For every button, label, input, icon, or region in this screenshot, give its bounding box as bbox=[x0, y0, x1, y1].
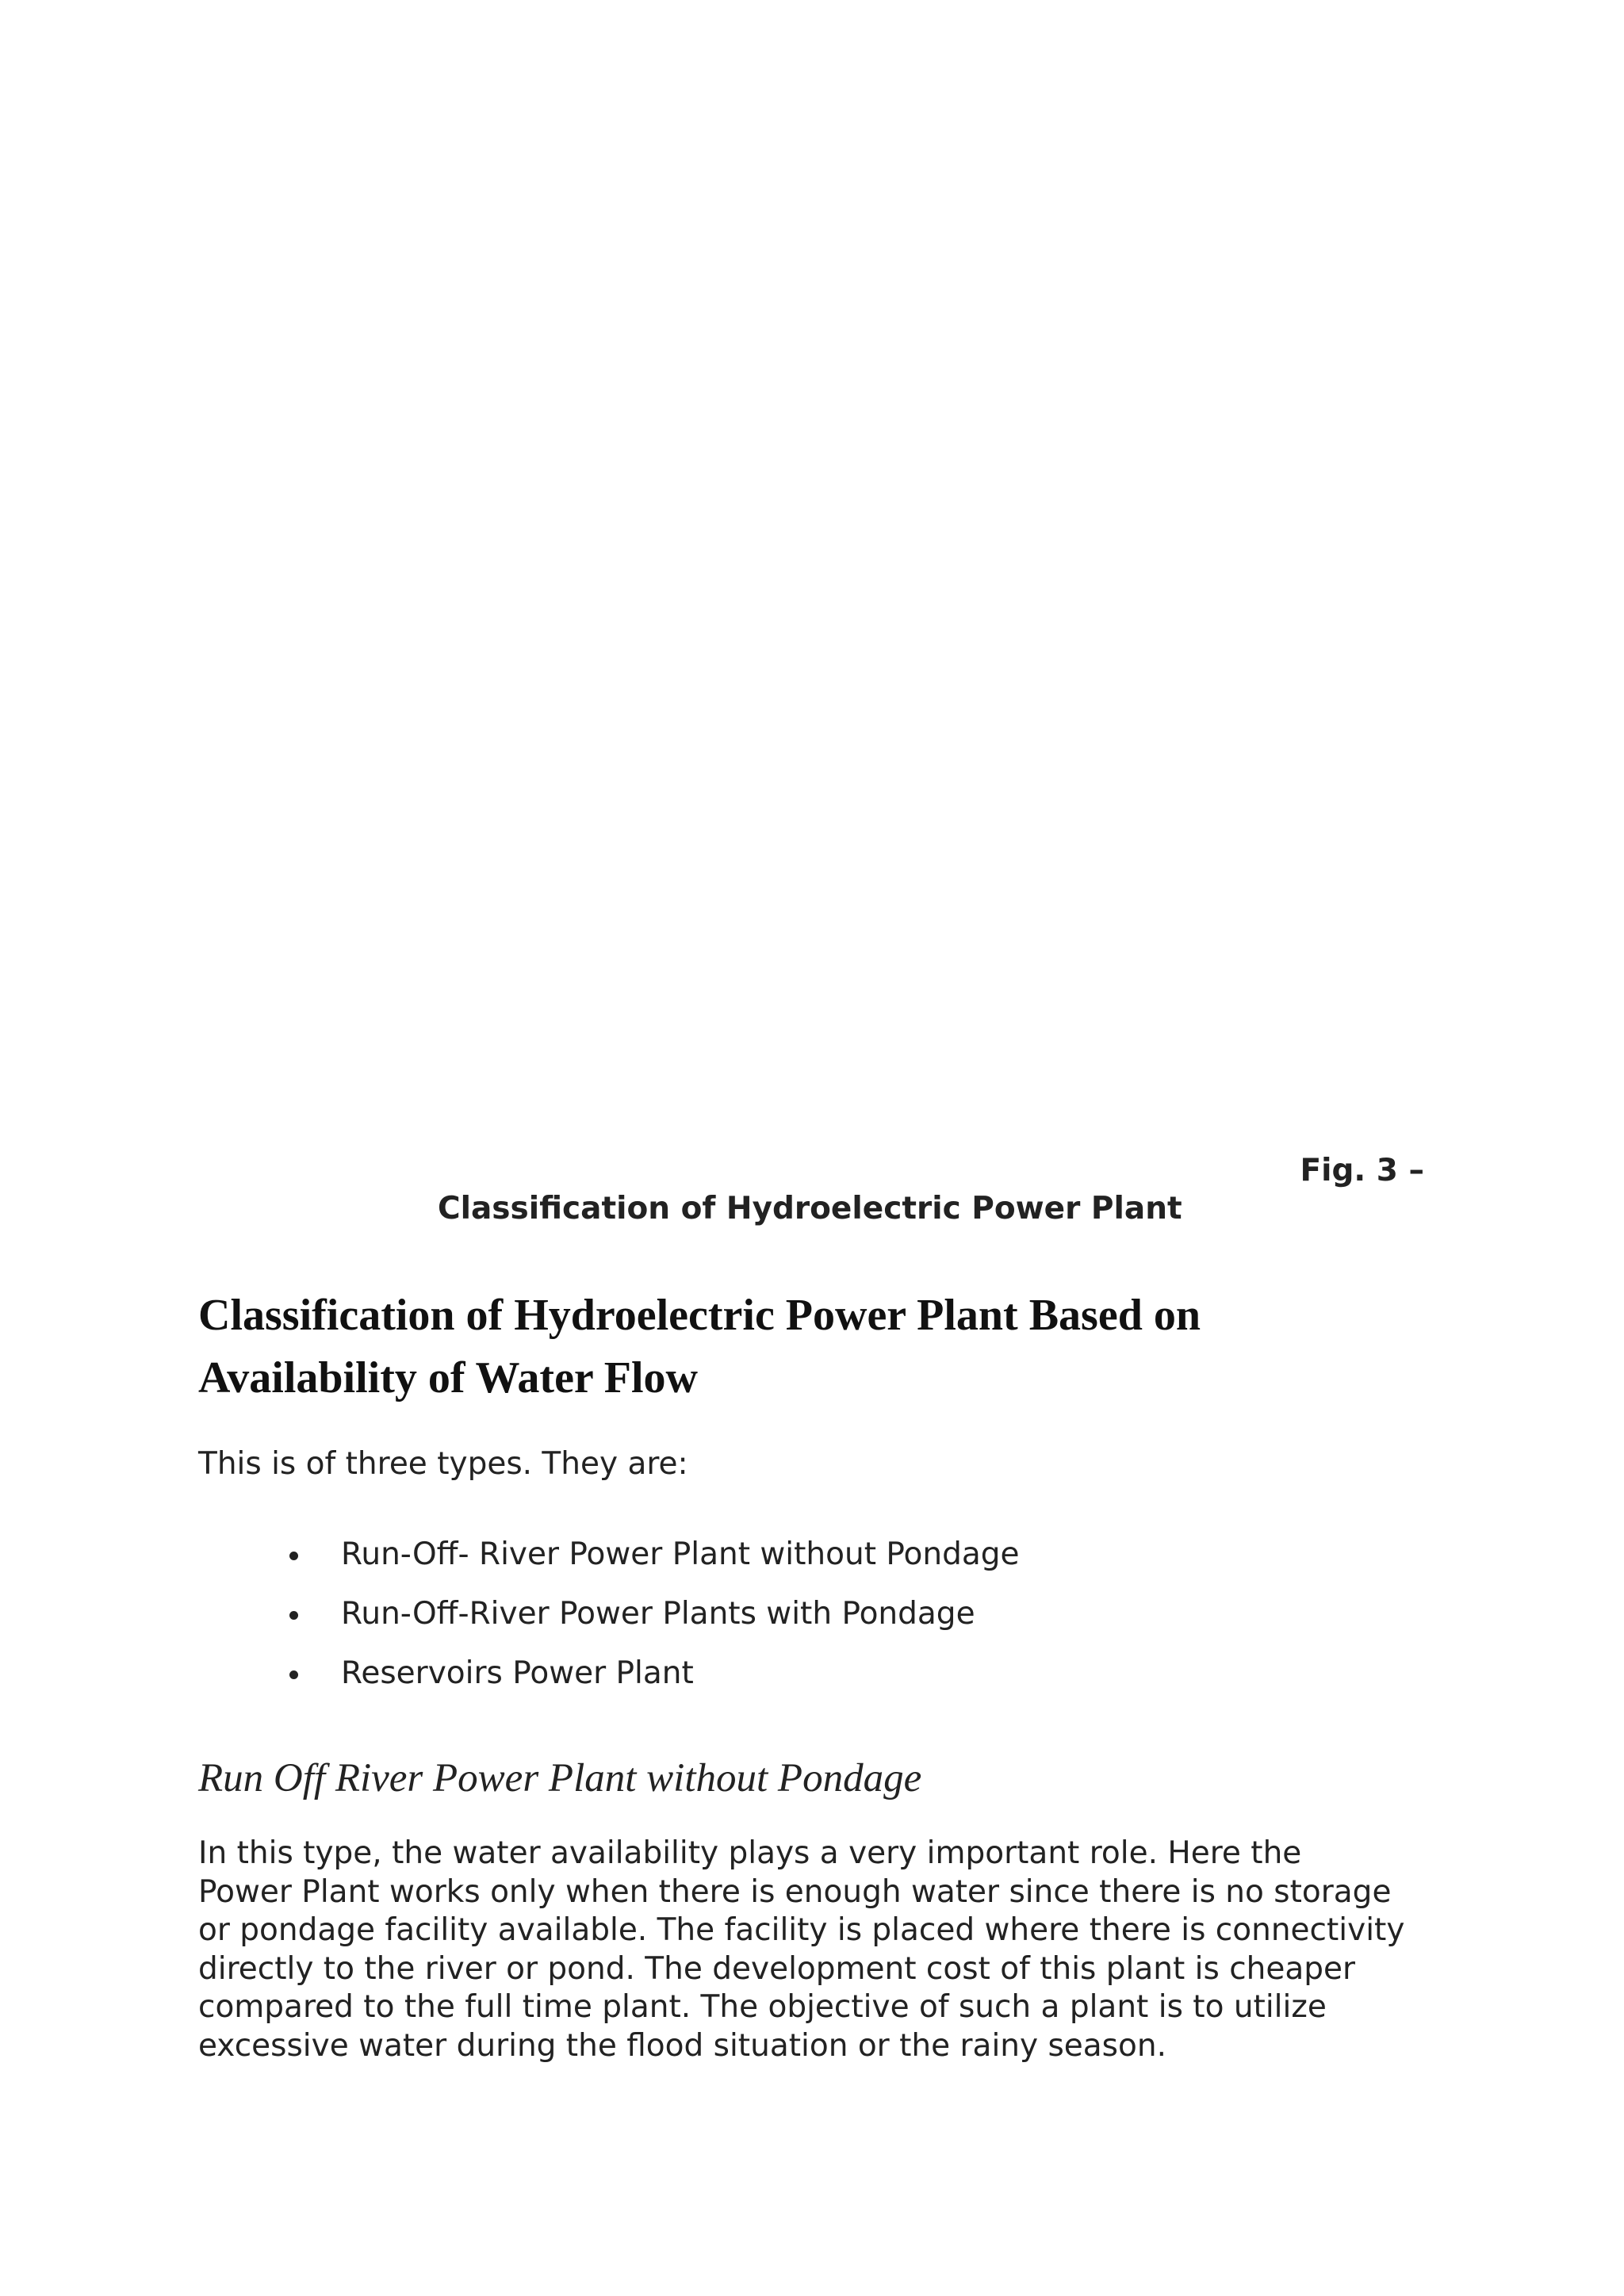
section-heading: Classification of Hydroelectric Power Plant Based on Availability of Water Flow bbox=[198, 1291, 1201, 1402]
bullet-icon bbox=[289, 1552, 298, 1560]
paragraph-line: compared to the full time plant. The objective of such a plant is to utilize bbox=[198, 1989, 1327, 2025]
figure-caption: Classification of Hydroelectric Power Plant bbox=[438, 1191, 1182, 1226]
list-item bbox=[198, 1654, 1020, 1713]
paragraph-line: or pondage facility available. The facility is placed where there is connectivity bbox=[198, 1912, 1405, 1948]
list-item-label: Run-Off- River Power Plant without Pondage bbox=[341, 1536, 1020, 1572]
paragraph-line: directly to the river or pond. The development cost of this plant is cheaper bbox=[198, 1950, 1356, 1987]
list-item-label: Reservoirs Power Plant bbox=[341, 1655, 694, 1691]
bullet-icon bbox=[289, 1670, 298, 1679]
plant-type-list bbox=[198, 1535, 1020, 1713]
list-item-label: Run-Off-River Power Plants with Pondage bbox=[341, 1596, 975, 1632]
list-item bbox=[198, 1535, 1020, 1594]
paragraph-line: excessive water during the flood situation or the rainy season. bbox=[198, 2027, 1166, 2064]
intro-text: This is of three types. They are: bbox=[198, 1446, 688, 1482]
list-item bbox=[198, 1594, 1020, 1654]
bullet-icon bbox=[289, 1611, 298, 1620]
figure-number: Fig. 3 – bbox=[1300, 1153, 1424, 1188]
paragraph-line: In this type, the water availability plays a very important role. Here the bbox=[198, 1835, 1302, 1871]
subsection-heading: Run Off River Power Plant without Pondage bbox=[198, 1756, 922, 1800]
body-paragraph bbox=[198, 1835, 1404, 2065]
paragraph-line: Power Plant works only when there is enough water since there is no storage bbox=[198, 1873, 1392, 1910]
